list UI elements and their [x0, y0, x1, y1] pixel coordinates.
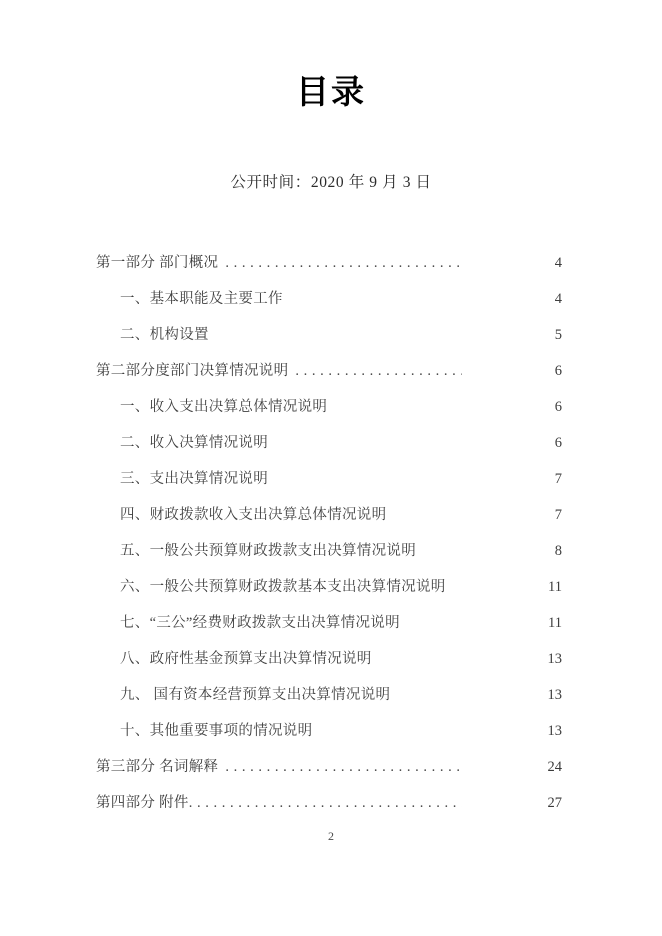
toc-entry-label: 一、收入支出决算总体情况说明 [120, 399, 328, 415]
toc-dot-leader [400, 633, 462, 641]
toc-entry[interactable] [0, 461, 662, 497]
toc-dot-leader [268, 453, 462, 461]
toc-entry-page-number: 4 [554, 291, 562, 307]
toc-entry[interactable] [0, 605, 662, 641]
page-title: 目录 [296, 73, 366, 110]
toc-entry[interactable] [0, 713, 662, 749]
toc-entry-label: 第二部分度部门决算情况说明 [96, 363, 289, 379]
toc-entry-label: 二、收入决算情况说明 [120, 435, 268, 451]
toc-entry-page-number: 24 [547, 759, 562, 775]
toc-entry-page-number: 6 [554, 399, 562, 415]
toc-dot-leader [225, 253, 462, 281]
toc-entry-label: 九、 国有资本经营预算支出决算情况说明 [120, 687, 391, 703]
toc-entry[interactable] [0, 281, 662, 317]
toc-entry[interactable] [0, 533, 662, 569]
toc-entry-label: 第四部分 附件 [96, 795, 189, 811]
toc-entry[interactable] [0, 389, 662, 425]
toc-entry-label: 五、一般公共预算财政拨款支出决算情况说明 [120, 543, 416, 559]
toc-dot-leader [209, 345, 462, 353]
toc-dot-leader [327, 417, 462, 425]
toc-dot-leader [268, 489, 462, 497]
toc-entry-page-number: 8 [554, 543, 562, 559]
toc-dot-leader [312, 741, 462, 749]
toc-dot-leader [372, 669, 462, 677]
toc-entry-page-number: 7 [554, 471, 562, 487]
toc-dot-leader [295, 361, 462, 389]
table-of-contents [0, 245, 662, 821]
toc-entry-label: 七、“三公”经费财政拨款支出决算情况说明 [120, 615, 400, 631]
toc-entry-label: 第一部分 部门概况 [96, 255, 219, 271]
toc-entry[interactable] [0, 677, 662, 713]
toc-entry-label: 一、基本职能及主要工作 [120, 291, 283, 307]
toc-entry[interactable] [0, 317, 662, 353]
toc-entry-page-number: 5 [554, 327, 562, 343]
toc-entry[interactable] [0, 245, 662, 281]
toc-entry-page-number: 6 [554, 435, 562, 451]
toc-entry-label: 十、其他重要事项的情况说明 [120, 723, 313, 739]
toc-dot-leader [225, 757, 462, 785]
toc-dot-leader [416, 561, 462, 569]
toc-entry[interactable] [0, 497, 662, 533]
toc-entry-label: 八、政府性基金预算支出决算情况说明 [120, 651, 372, 667]
toc-entry[interactable] [0, 353, 662, 389]
toc-dot-leader [283, 309, 462, 317]
toc-entry-page-number: 4 [554, 255, 562, 271]
toc-entry-page-number: 11 [548, 615, 562, 631]
toc-entry-label: 第三部分 名词解释 [96, 759, 219, 775]
toc-entry[interactable] [0, 749, 662, 785]
toc-entry[interactable] [0, 425, 662, 461]
toc-entry-page-number: 13 [547, 723, 562, 739]
toc-entry[interactable] [0, 569, 662, 605]
toc-entry[interactable] [0, 785, 662, 821]
toc-dot-leader [189, 793, 462, 821]
toc-entry-label: 二、机构设置 [120, 327, 209, 343]
toc-entry-label: 四、财政拨款收入支出决算总体情况说明 [120, 507, 387, 523]
toc-entry[interactable] [0, 641, 662, 677]
footer-page-number: 2 [328, 829, 334, 843]
toc-dot-leader [446, 597, 462, 605]
toc-entry-page-number: 27 [547, 795, 562, 811]
toc-entry-page-number: 6 [554, 363, 562, 379]
toc-entry-page-number: 13 [547, 687, 562, 703]
toc-entry-page-number: 13 [547, 651, 562, 667]
toc-entry-label: 六、一般公共预算财政拨款基本支出决算情况说明 [120, 579, 446, 595]
toc-dot-leader [386, 525, 462, 533]
publication-date: 公开时间：2020 年 9 月 3 日 [230, 174, 432, 191]
toc-entry-label: 三、支出决算情况说明 [120, 471, 268, 487]
toc-dot-leader [390, 705, 462, 713]
toc-entry-page-number: 11 [548, 579, 562, 595]
toc-entry-page-number: 7 [554, 507, 562, 523]
